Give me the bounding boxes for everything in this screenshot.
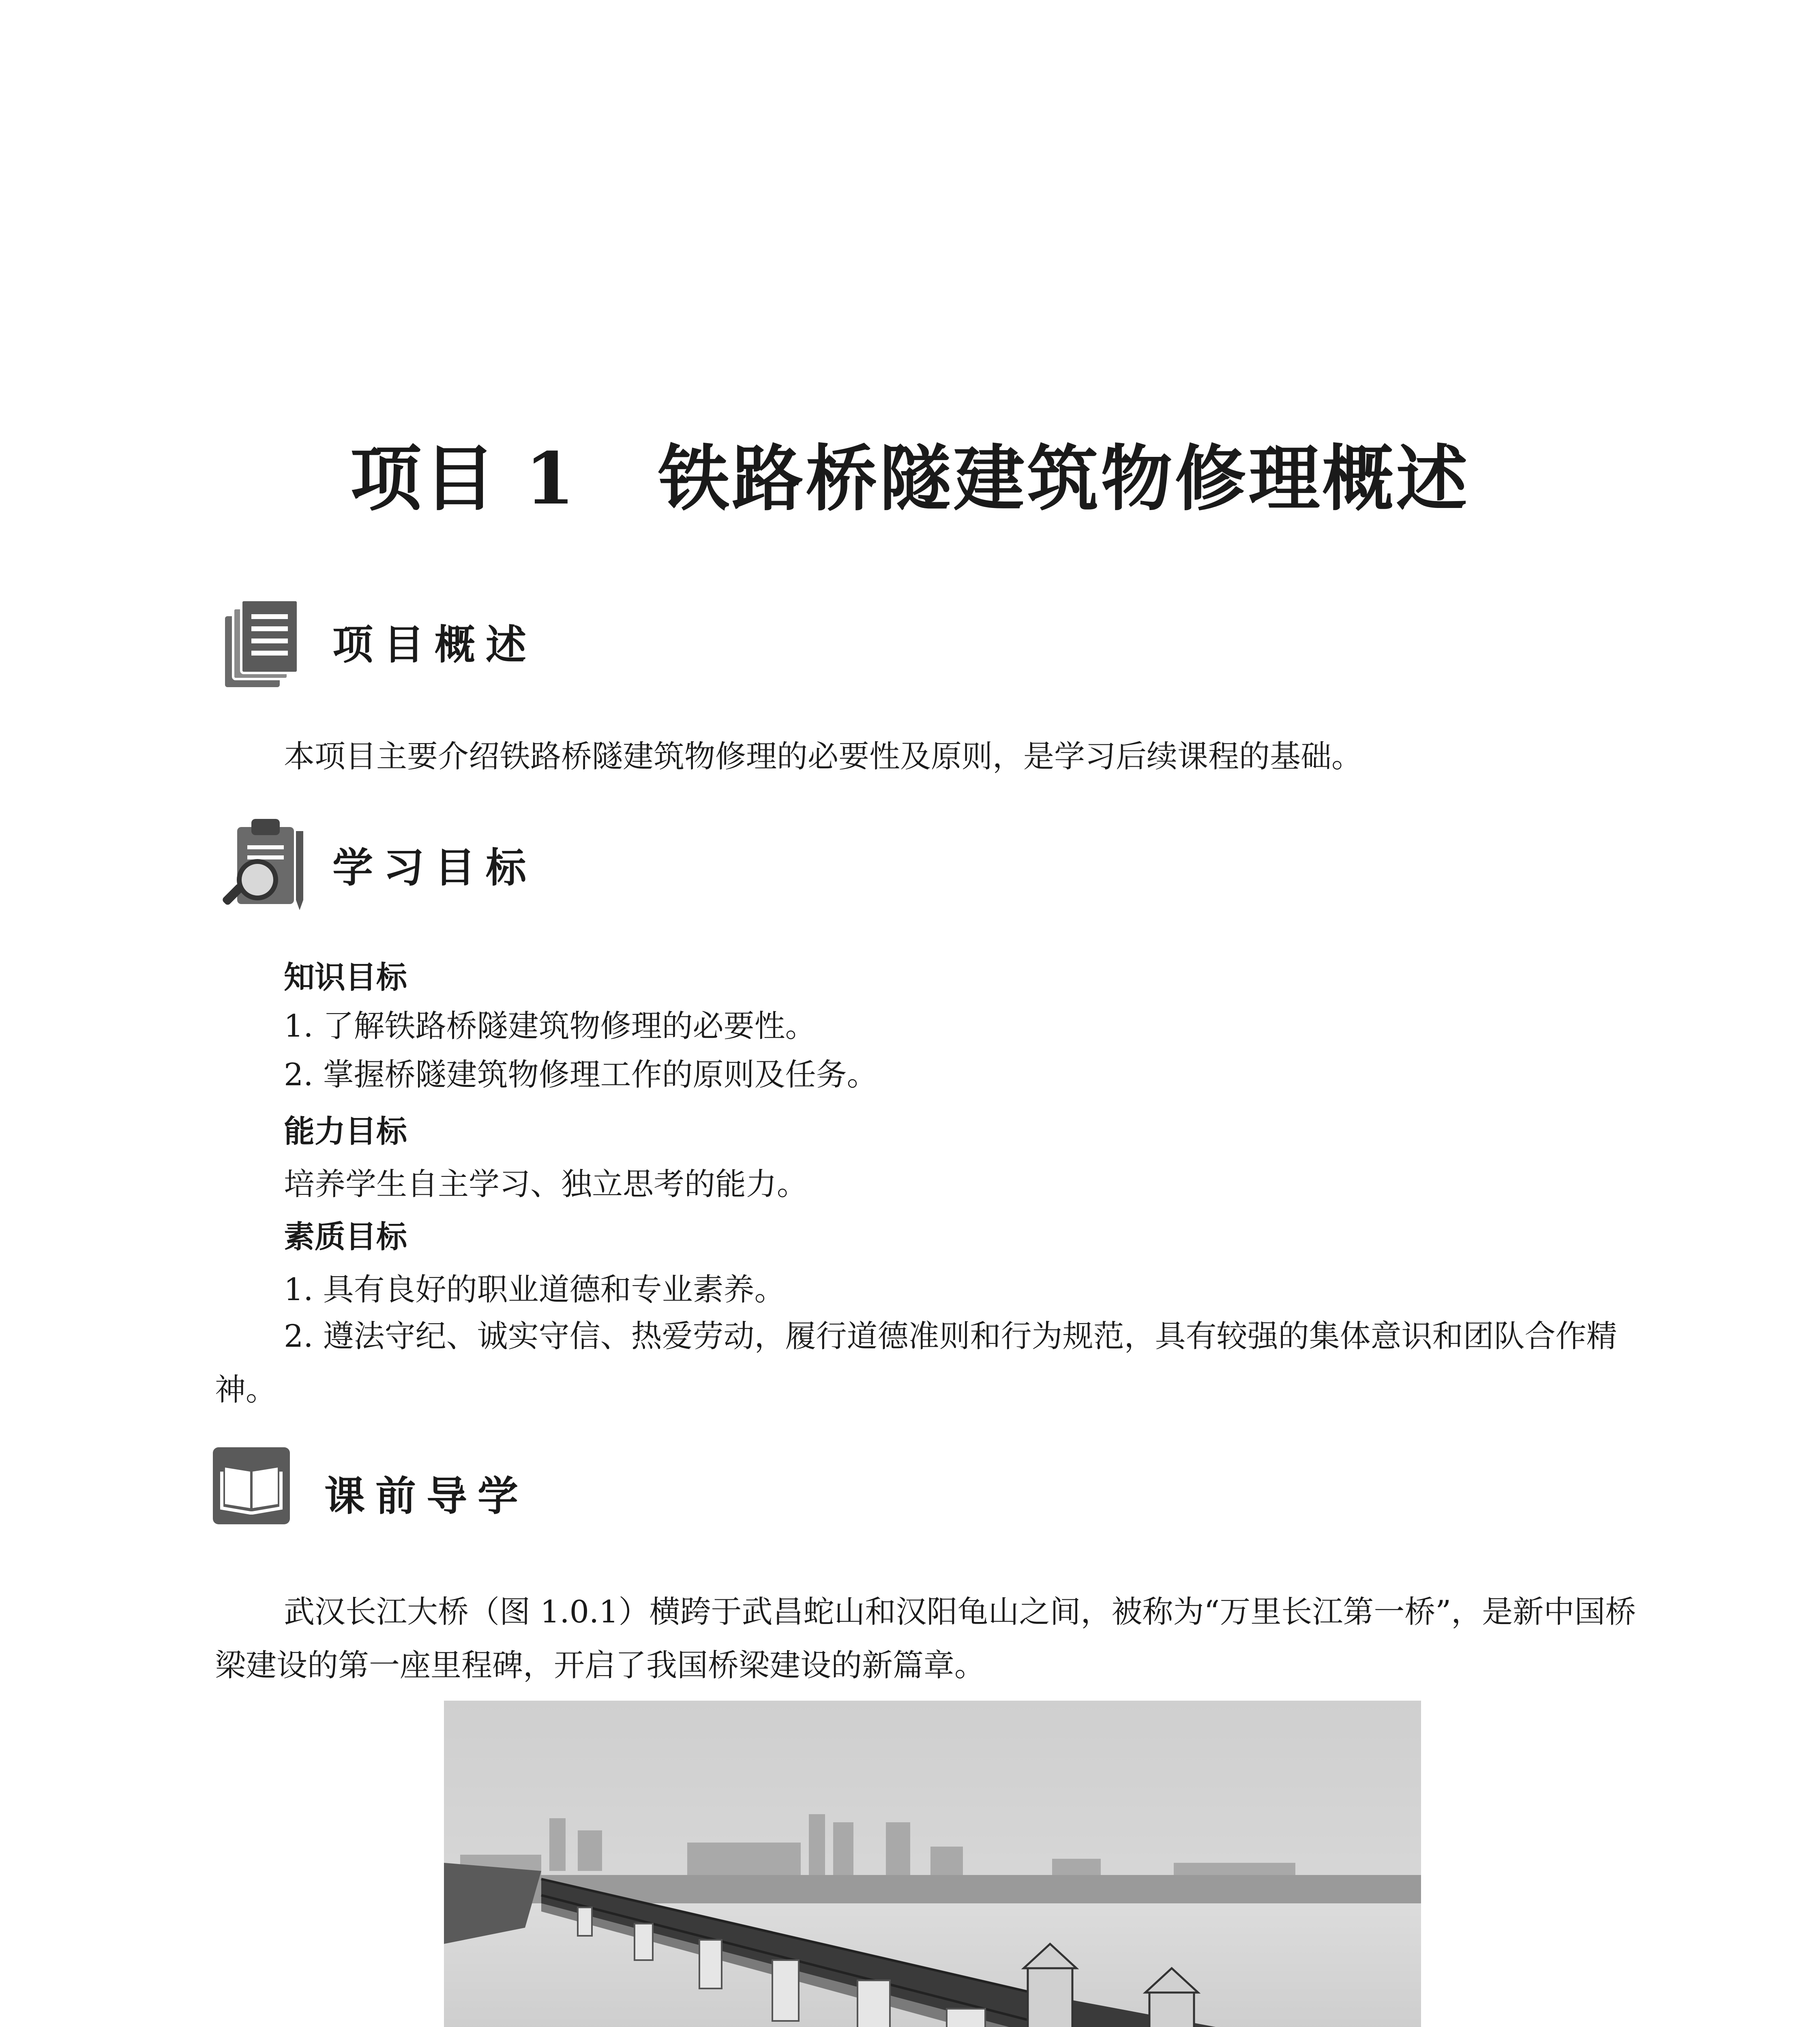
preview-text: 武汉长江大桥（图 1.0.1）横跨于武昌蛇山和汉阳龟山之间，被称为“万里长江第一桥”，是新中国桥梁建设的第一座里程碑，开启了我国桥梁建设的新篇章。	[215, 1594, 1636, 1683]
ability-item-1: 培养学生自主学习、独立思考的能力。	[284, 1166, 808, 1202]
bridge-photo	[444, 1701, 1421, 2027]
objectives-heading: 学习目标	[332, 844, 537, 891]
ability-objectives-label: 能力目标	[284, 1113, 407, 1149]
stacked-documents-icon	[221, 600, 302, 693]
overview-text: 本项目主要介绍铁路桥隧建筑物修理的必要性及原则，是学习后续课程的基础。	[284, 738, 1362, 774]
knowledge-item-2: 2. 掌握桥隧建筑物修理工作的原则及任务。	[284, 1056, 878, 1093]
quality-item-1: 1. 具有良好的职业道德和专业素养。	[284, 1271, 785, 1307]
preview-heading: 课前导学	[324, 1472, 529, 1520]
knowledge-item-1: 1. 了解铁路桥隧建筑物修理的必要性。	[284, 1008, 816, 1044]
quality-objectives-label: 素质目标	[284, 1219, 407, 1255]
project-title: 铁路桥隧建筑物修理概述	[658, 437, 1470, 521]
overview-heading: 项目概述	[332, 621, 537, 669]
page-title	[0, 422, 1820, 524]
quality-item-2: 2. 遵法守纪、诚实守信、热爱劳动，履行道德准则和行为规范，具有较强的集体意识和团队合作精神。	[215, 1318, 1617, 1408]
knowledge-objectives-label: 知识目标	[284, 959, 407, 995]
project-number: 项目 1	[350, 437, 577, 521]
clipboard-magnifier-icon	[213, 815, 306, 916]
open-book-icon	[213, 1447, 290, 1524]
